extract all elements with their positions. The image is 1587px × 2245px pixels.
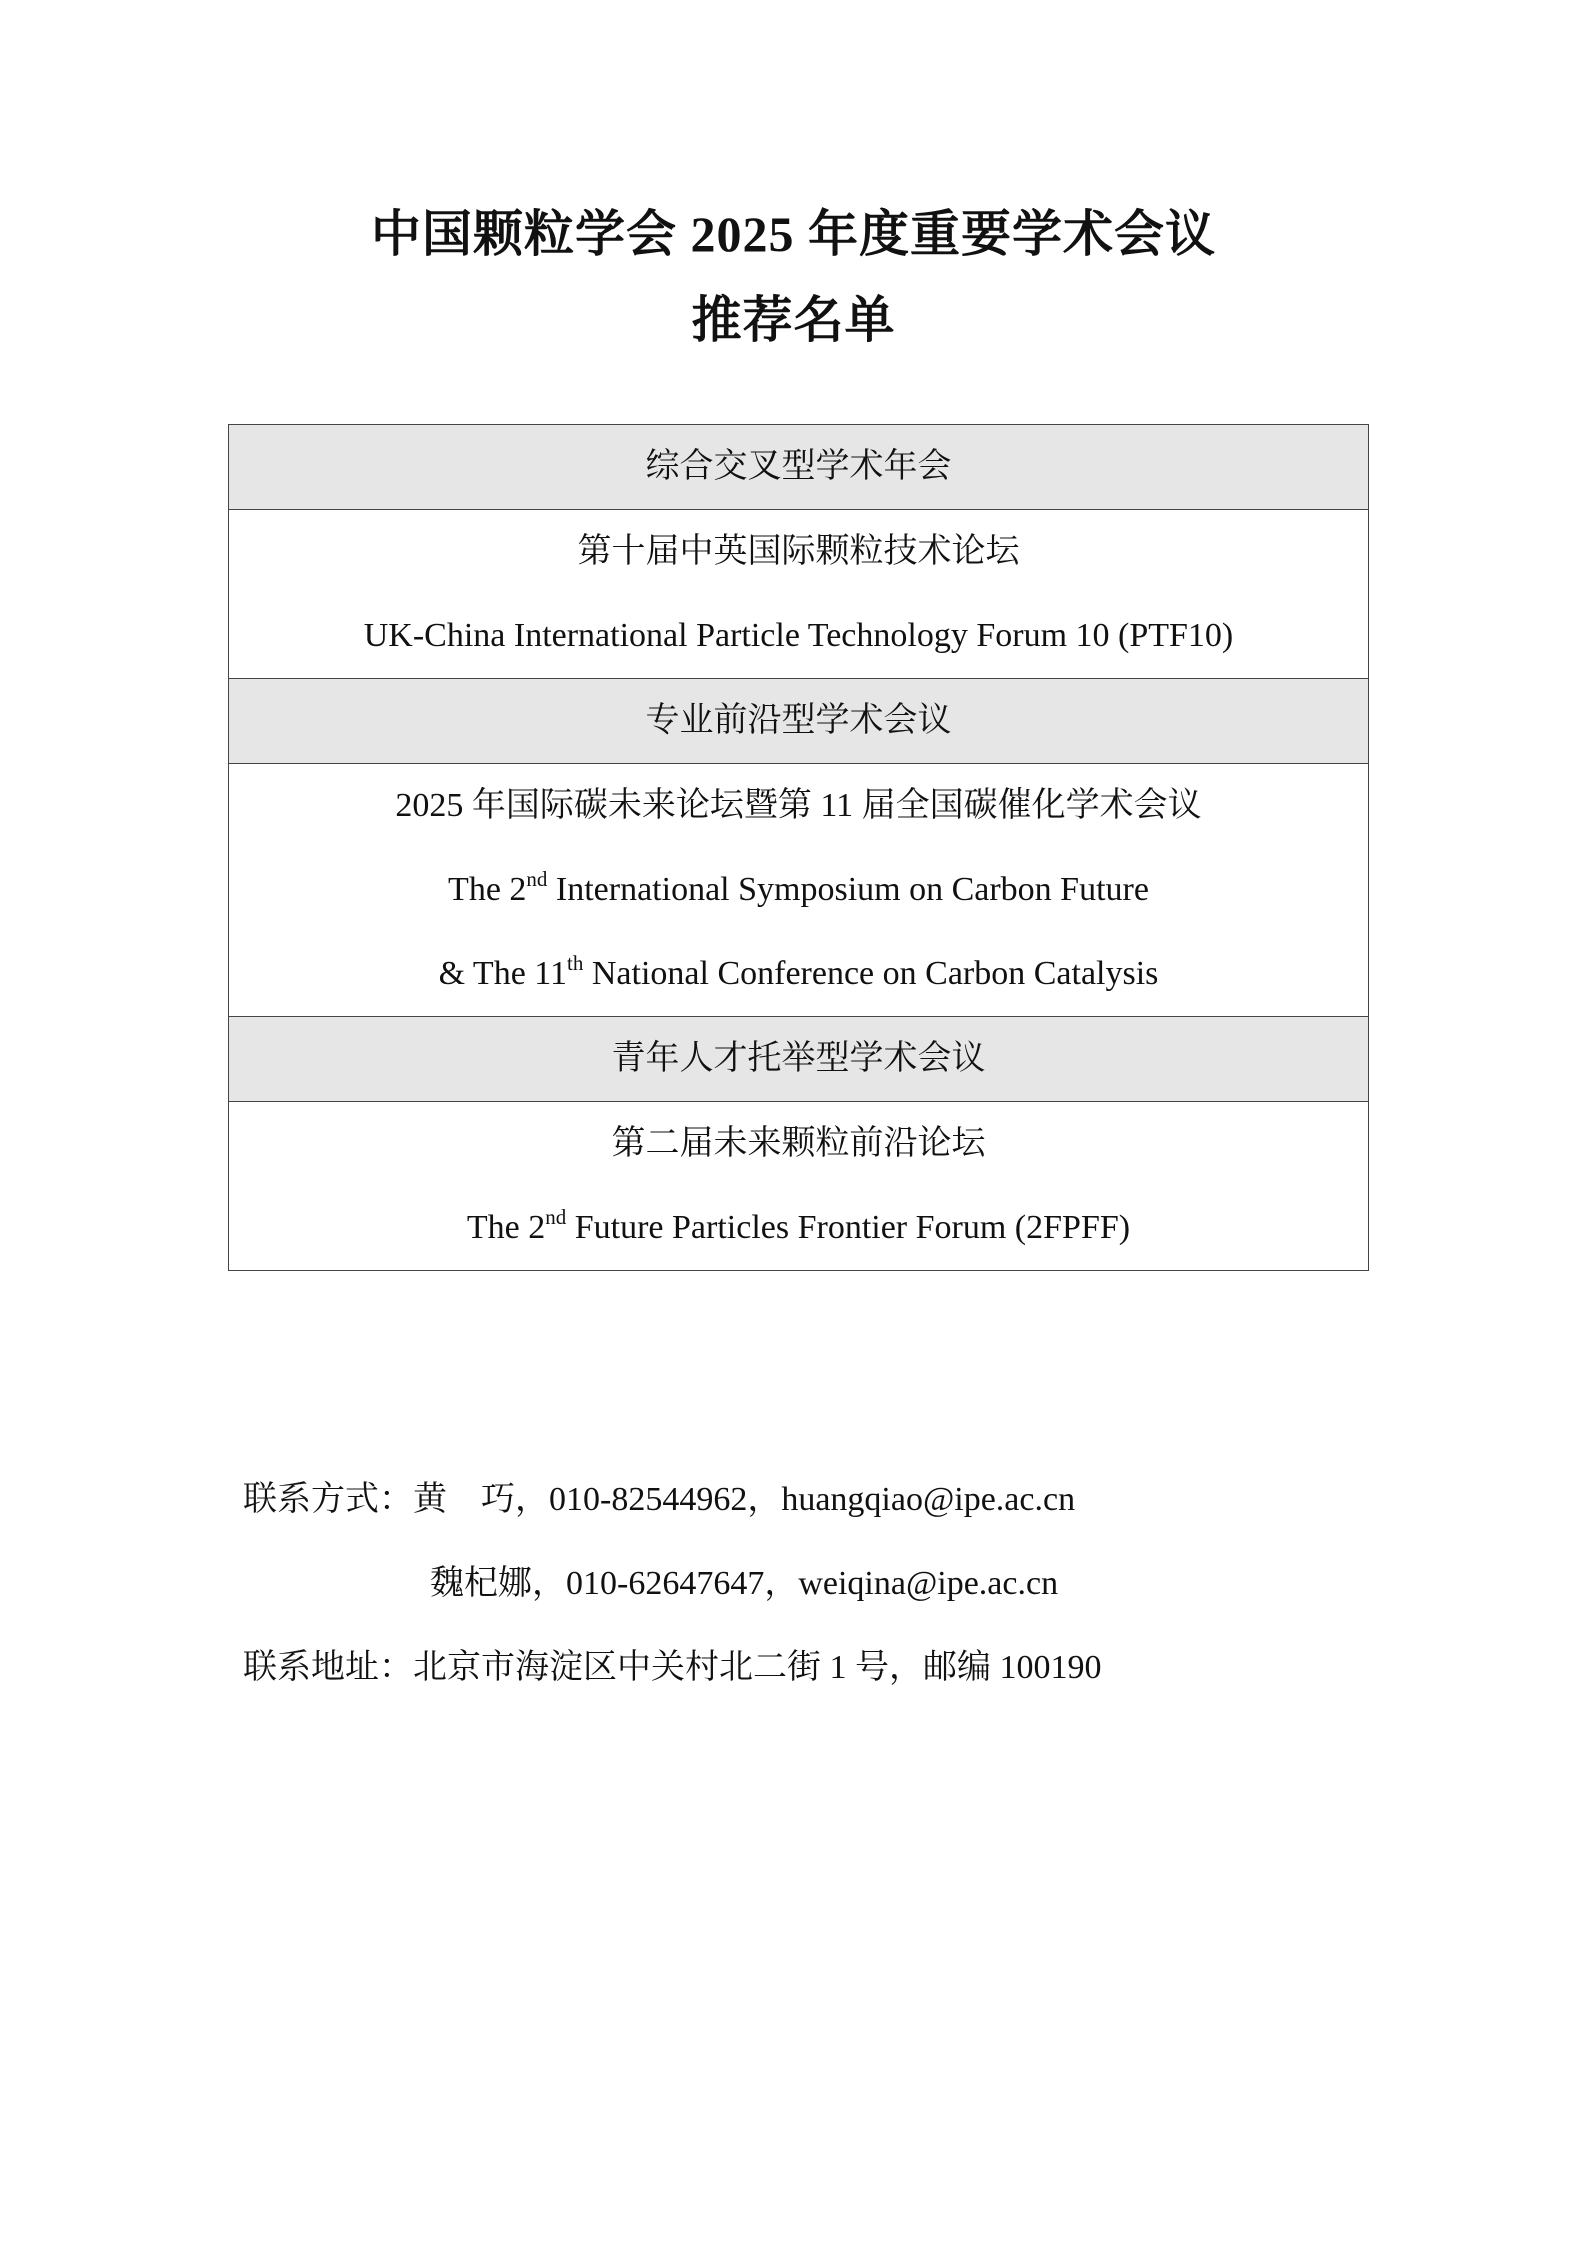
- page-subtitle: 推荐名单: [691, 292, 896, 348]
- category-header-comprehensive: 综合交叉型学术年会: [229, 425, 1368, 510]
- conference-name-en: [229, 1186, 1368, 1270]
- contact-line-1: [243, 1475, 1075, 1525]
- contact-person1-details: ，010-82544962，huangqiao@ipe.ac.cn: [515, 1481, 1076, 1518]
- category-header-frontier: 专业前沿型学术会议: [229, 679, 1368, 764]
- page-title: 中国颗粒学会 2025 年度重要学术会议: [371, 206, 1216, 262]
- category-header-youth: 青年人才托举型学术会议: [229, 1017, 1368, 1102]
- contact-line-2: [430, 1559, 1058, 1609]
- contact-person2: 魏杞娜，010-62647647，weiqina@ipe.ac.cn: [430, 1565, 1059, 1602]
- conference-name-cn: 2025 年国际碳未来论坛暨第 11 届全国碳催化学术会议: [395, 787, 1202, 824]
- address-line: [243, 1643, 1102, 1693]
- text-part: The 2: [448, 871, 527, 908]
- contact-person1-surname: 黄: [413, 1481, 447, 1518]
- text-part: Future Particles Frontier Forum (2FPFF): [566, 1209, 1131, 1246]
- ordinal-suffix: nd: [545, 1205, 567, 1229]
- address-text: 北京市海淀区中关村北二街 1 号，邮编 100190: [413, 1649, 1102, 1686]
- address-label: 联系地址：: [243, 1649, 413, 1686]
- conference-entry-ptf10: [229, 510, 1368, 679]
- contact-label: 联系方式：: [243, 1481, 413, 1518]
- conference-name-cn: 第二届未来颗粒前沿论坛: [611, 1125, 986, 1162]
- text-part: & The 11: [438, 955, 568, 992]
- text-part: National Conference on Carbon Catalysis: [583, 955, 1159, 992]
- recommendation-table: [228, 424, 1369, 1271]
- ordinal-suffix: nd: [526, 867, 548, 891]
- contact-person1-given: 巧: [481, 1481, 515, 1518]
- text-part: The 2: [466, 1209, 546, 1246]
- conference-entry-carbon: [229, 764, 1368, 1017]
- ordinal-suffix: th: [567, 951, 584, 975]
- conference-name-en: UK-China International Particle Technology Forum 10 (PTF10): [363, 617, 1234, 654]
- conference-entry-2fpff: [229, 1102, 1368, 1270]
- conference-name-cn: 第十届中英国际颗粒技术论坛: [577, 533, 1020, 570]
- text-part: International Symposium on Carbon Future: [547, 871, 1149, 908]
- conference-name-en-line1: [229, 848, 1368, 932]
- conference-name-en-line2: [229, 932, 1368, 1016]
